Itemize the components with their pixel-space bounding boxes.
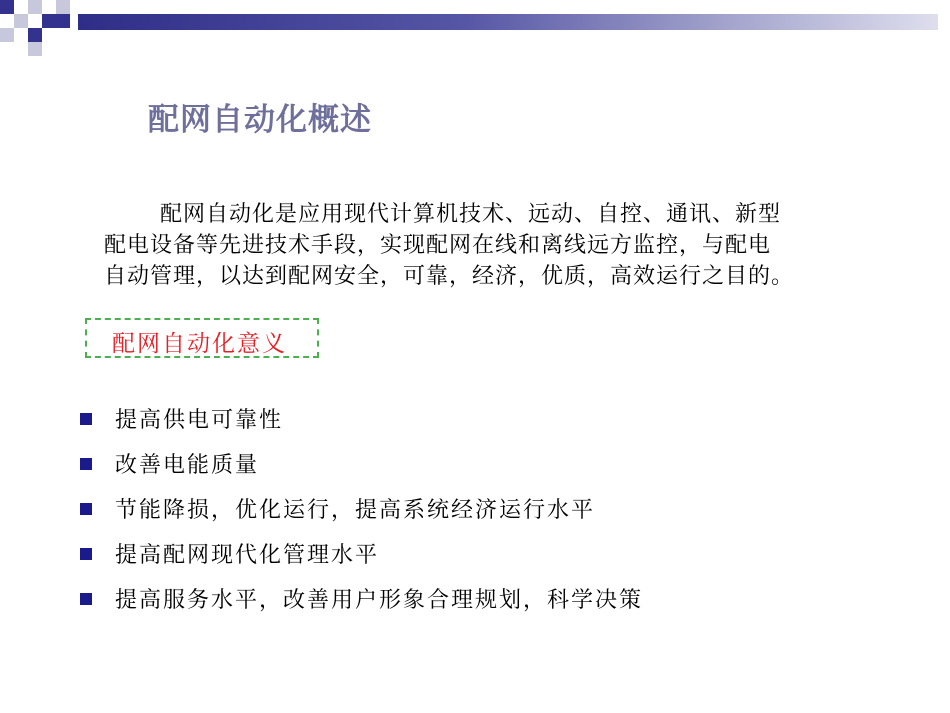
square-bullet-icon — [80, 458, 92, 470]
square-bullet-icon — [80, 593, 92, 605]
bullet-text: 提高服务水平，改善用户形象合理规划，科学决策 — [115, 588, 644, 613]
header-square — [56, 0, 70, 14]
header-square — [0, 0, 14, 14]
significance-label: 配网自动化意义 — [112, 331, 287, 357]
list-item — [80, 441, 643, 486]
intro-line: 配网自动化是应用现代计算机技术、远动、自控、通讯、新型 — [160, 202, 782, 227]
header-square — [28, 0, 42, 14]
list-item — [80, 576, 643, 621]
header-square — [28, 42, 42, 56]
list-item — [80, 396, 643, 441]
header-square — [28, 28, 42, 42]
header-gradient-bar — [78, 14, 938, 30]
bullet-text: 改善电能质量 — [115, 453, 260, 478]
slide-title: 配网自动化概述 — [148, 102, 372, 138]
square-bullet-icon — [80, 503, 92, 515]
bullet-text: 提高配网现代化管理水平 — [115, 543, 380, 568]
square-bullet-icon — [80, 413, 92, 425]
intro-paragraph — [104, 199, 904, 292]
bullet-text: 提高供电可靠性 — [115, 408, 284, 433]
list-item — [80, 486, 643, 531]
header-square — [42, 14, 56, 28]
intro-line: 配电设备等先进技术手段，实现配网在线和离线远方监控，与配电 — [104, 233, 772, 258]
square-bullet-icon — [80, 548, 92, 560]
bullet-list — [80, 396, 643, 621]
bullet-text: 节能降损，优化运行，提高系统经济运行水平 — [115, 498, 596, 523]
list-item — [80, 531, 643, 576]
header-square — [14, 14, 28, 28]
header-square — [0, 28, 14, 42]
header-square — [56, 14, 70, 28]
intro-line: 自动管理，以达到配网安全，可靠，经济，优质，高效运行之目的。 — [104, 264, 795, 289]
